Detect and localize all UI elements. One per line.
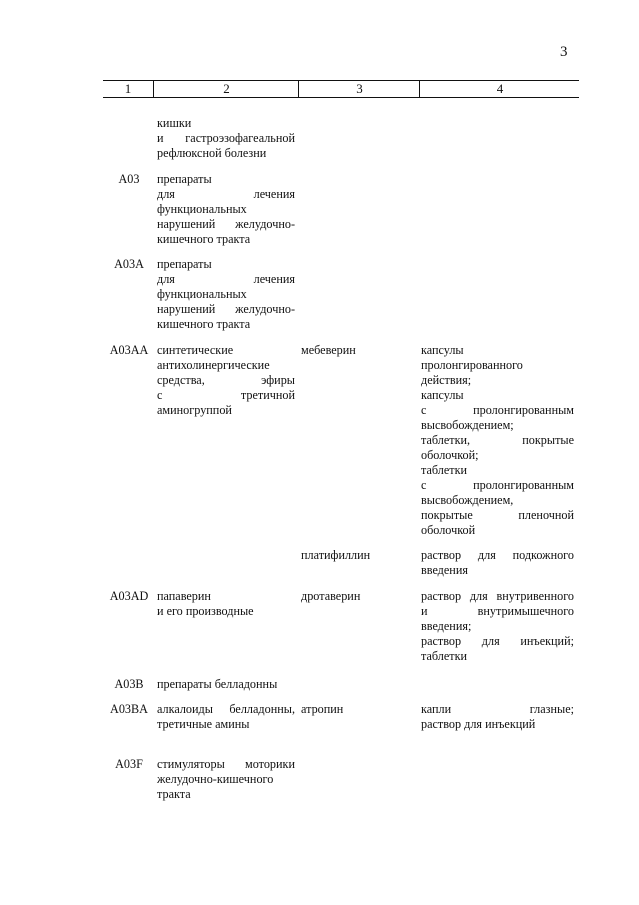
drug-name: атропин xyxy=(301,702,344,716)
atc-code: A03A xyxy=(114,257,144,271)
anatomical-group: синтетические антихолинергические средства, эфиры с третичной аминогруппой xyxy=(157,343,295,417)
dosage-form: раствор для внутривенного и внутримышечного введения; раствор для инъекций; таблетки xyxy=(421,589,574,663)
header-col-2: 2 xyxy=(153,81,299,97)
dosage-form: капли глазные; раствор для инъекций xyxy=(421,702,574,731)
anatomical-group: алкалоиды белладонны, третичные амины xyxy=(157,702,295,731)
anatomical-group: препараты белладонны xyxy=(157,677,278,691)
anatomical-group: препараты для лечения функциональных нарушений желудочно- кишечного тракта xyxy=(157,172,295,246)
drug-name: платифиллин xyxy=(301,548,371,562)
atc-code: A03BA xyxy=(110,702,148,716)
atc-code: A03B xyxy=(114,677,144,691)
page-number: 3 xyxy=(560,44,568,60)
atc-code: A03AA xyxy=(109,343,149,357)
table-header xyxy=(103,80,579,98)
anatomical-group: папаверин и его производные xyxy=(157,589,254,618)
anatomical-group: стимуляторы моторики желудочно-кишечного тракта xyxy=(157,757,295,801)
anatomical-group: кишки и гастроэзофагеальной рефлюксной болезни xyxy=(157,116,295,160)
atc-code: A03 xyxy=(118,172,140,186)
dosage-form: капсулы пролонгированного действия; капсулы с пролонгированным высвобождением; таблетки, покрытые оболочкой; таблетки с пролонгированным высвобождением, покрытые пленочной оболочкой xyxy=(421,343,574,537)
header-col-4: 4 xyxy=(419,81,580,97)
header-col-1: 1 xyxy=(124,81,132,96)
anatomical-group: препараты для лечения функциональных нарушений желудочно- кишечного тракта xyxy=(157,257,295,331)
atc-code: A03AD xyxy=(109,589,149,603)
dosage-form: раствор для подкожного введения xyxy=(421,548,574,577)
atc-code: A03F xyxy=(115,757,143,771)
drug-name: мебеверин xyxy=(301,343,356,357)
header-col-3: 3 xyxy=(298,81,420,97)
drug-name: дротаверин xyxy=(301,589,361,603)
